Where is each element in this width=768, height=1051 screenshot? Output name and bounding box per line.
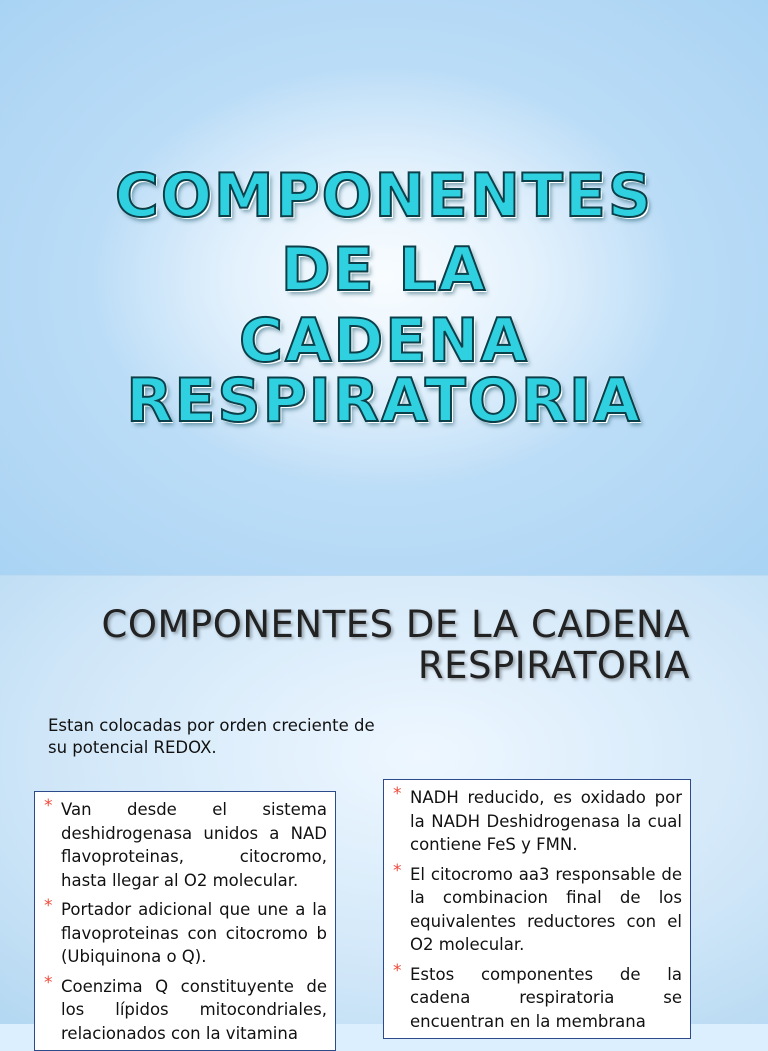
- list-item-text: Van desde el sistema deshidrogenasa unidos a NAD flavoproteinas, citocromo, hasta llegar al O2 molecular.: [61, 800, 327, 890]
- asterisk-icon: *: [393, 784, 402, 804]
- left-text-box: [34, 791, 336, 1051]
- list-item: [392, 786, 682, 857]
- list-item: [43, 972, 327, 1046]
- list-item: [43, 798, 327, 892]
- list-item-text: El citocromo aa3 responsable de la combinacion final de los equivalentes reductores con el O2 molecular.: [410, 864, 682, 954]
- intro-text: Estan colocadas por orden creciente de su potencial REDOX.: [48, 716, 375, 757]
- asterisk-icon: *: [44, 796, 53, 816]
- list-item-text: NADH reducido, es oxidado por la NADH Deshidrogenasa la cual contiene FeS y FMN.: [410, 788, 682, 854]
- list-item-text: Estos componentes de la cadena respiratoria se encuentran en la membrana: [410, 964, 682, 1031]
- slide-title-line-3: CADENA RESPIRATORIA: [126, 306, 642, 436]
- list-item: [392, 860, 682, 957]
- asterisk-icon: *: [393, 960, 402, 981]
- list-item-text: Coenzima Q constituyente de los lípidos mitocondriales, relacionados con la vitamina: [61, 976, 327, 1043]
- slide-title-line-1: COMPONENTES: [114, 161, 654, 231]
- list-item: [43, 898, 327, 969]
- asterisk-icon: *: [393, 860, 402, 881]
- list-item: [392, 960, 682, 1034]
- asterisk-icon: *: [44, 972, 53, 993]
- asterisk-icon: *: [44, 896, 53, 916]
- slide-title-line-2: DE LA: [280, 235, 488, 305]
- content-slide-title-line-2: RESPIRATORIA: [417, 644, 690, 687]
- content-slide-title-line-1: COMPONENTES DE LA CADENA: [101, 603, 690, 646]
- right-text-box: [383, 779, 691, 1039]
- list-item-text: Portador adicional que une a la flavoproteinas con citocromo b (Ubiquinona o Q).: [61, 900, 327, 966]
